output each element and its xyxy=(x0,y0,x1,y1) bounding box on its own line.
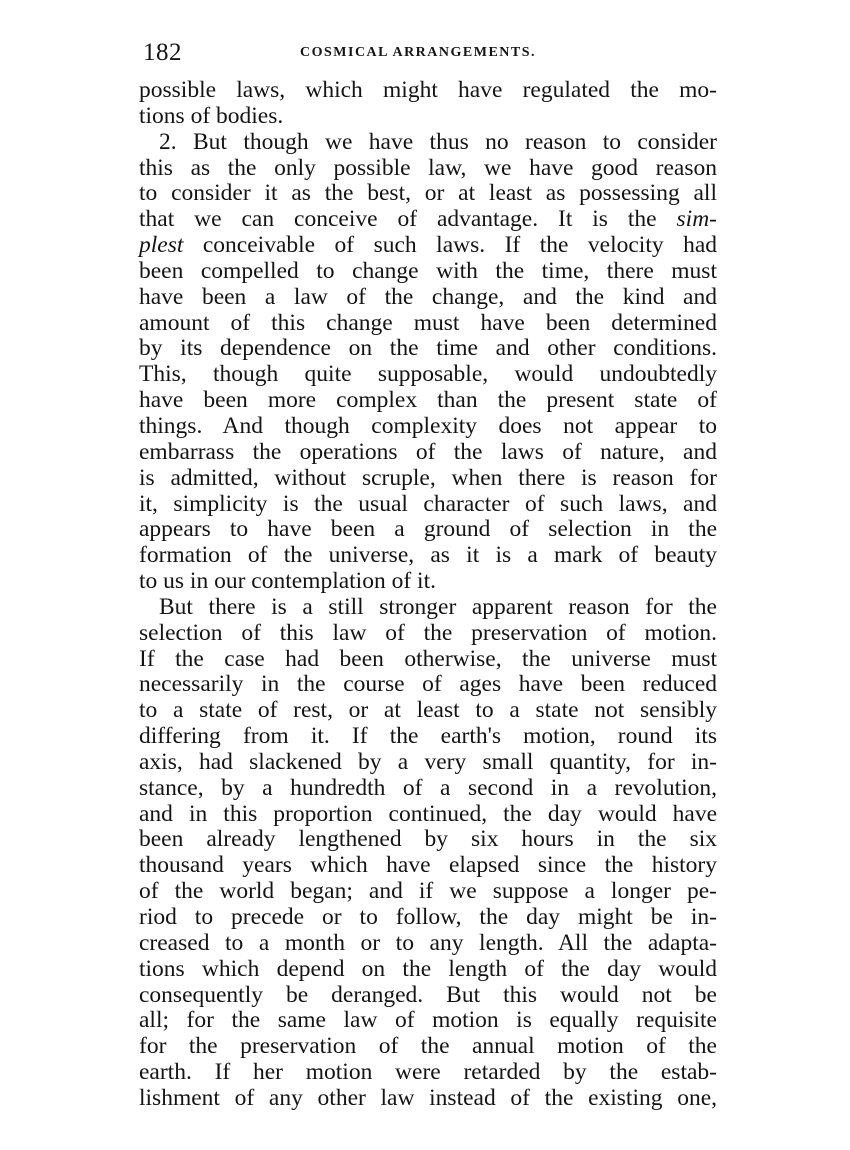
text-line: necessarily in the course of ages have been reduced xyxy=(139,671,717,698)
text-line: appears to have been a ground of selection in the xyxy=(139,516,717,543)
text-line: been already lengthened by six hours in the six xyxy=(139,826,717,853)
text-line-with-italic xyxy=(139,233,717,259)
text-line: and in this proportion continued, the day would have xyxy=(139,800,717,827)
text-line: creased to a month or to any length. All the adapta- xyxy=(139,929,717,956)
text-line: consequently be deranged. But this would not be xyxy=(139,981,717,1008)
text-line: to a state of rest, or at least to a state not sensibly xyxy=(139,697,717,724)
text-segment: conceivable of such laws. If the velocity had xyxy=(202,232,717,259)
text-line: differing from it. If the earth's motion, round its xyxy=(139,723,717,750)
text-line: 2. But though we have thus no reason to consider xyxy=(159,128,717,155)
text-line: selection of this law of the preservation of motion. xyxy=(139,619,717,646)
text-line: have been more complex than the present state of xyxy=(139,387,717,414)
text-line: possible laws, which might have regulated the mo- xyxy=(139,77,717,103)
text-line: formation of the universe, as it is a mark of beauty xyxy=(139,542,717,569)
text-segment: that we can conceive of advantage. It is the xyxy=(139,206,657,233)
text-line: of the world began; and if we suppose a longer pe- xyxy=(139,878,717,905)
text-line: this as the only possible law, we have good reason xyxy=(139,154,717,181)
text-line-with-italic xyxy=(139,207,717,233)
text-line: for the preservation of the annual motion of the xyxy=(139,1033,717,1060)
text-line: all; for the same law of motion is equally requisite xyxy=(139,1007,717,1034)
text-line: things. And though complexity does not appear to xyxy=(139,412,717,439)
running-head xyxy=(140,38,720,68)
text-line: to us in our contemplation of it. xyxy=(139,568,436,595)
text-line: have been a law of the change, and the kind and xyxy=(139,283,717,310)
page-number: 182 xyxy=(143,39,182,66)
text-line: is admitted, without scruple, when there is reason for xyxy=(139,464,717,491)
text-line: to consider it as the best, or at least as possessing all xyxy=(139,180,717,207)
text-line: tions of bodies. xyxy=(139,102,284,129)
running-title: COSMICAL ARRANGEMENTS. xyxy=(300,45,537,60)
text-line: embarrass the operations of the laws of nature, and xyxy=(139,438,717,465)
body-text xyxy=(139,78,717,1112)
text-line: by its dependence on the time and other conditions. xyxy=(139,335,717,362)
text-line: tions which depend on the length of the day would xyxy=(139,955,717,982)
text-line: amount of this change must have been determined xyxy=(139,309,717,336)
text-line: it, simplicity is the usual character of such laws, and xyxy=(139,490,717,517)
text-line: If the case had been otherwise, the universe must xyxy=(139,645,717,672)
text-line: earth. If her motion were retarded by the estab- xyxy=(139,1059,717,1086)
text-line: lishment of any other law instead of the existing one, xyxy=(139,1084,717,1111)
text-line: This, though quite supposable, would undoubtedly xyxy=(139,361,717,388)
text-line: thousand years which have elapsed since the history xyxy=(139,852,717,879)
italic-word: plest xyxy=(139,232,184,259)
text-line: axis, had slackened by a very small quantity, for in- xyxy=(139,748,717,775)
italic-word: sim- xyxy=(676,206,718,233)
text-line: been compelled to change with the time, there must xyxy=(139,257,717,284)
text-line: riod to precede or to follow, the day might be in- xyxy=(139,904,717,930)
text-line: But there is a still stronger apparent reason for the xyxy=(159,593,717,620)
text-line: stance, by a hundredth of a second in a revolution, xyxy=(139,774,717,801)
